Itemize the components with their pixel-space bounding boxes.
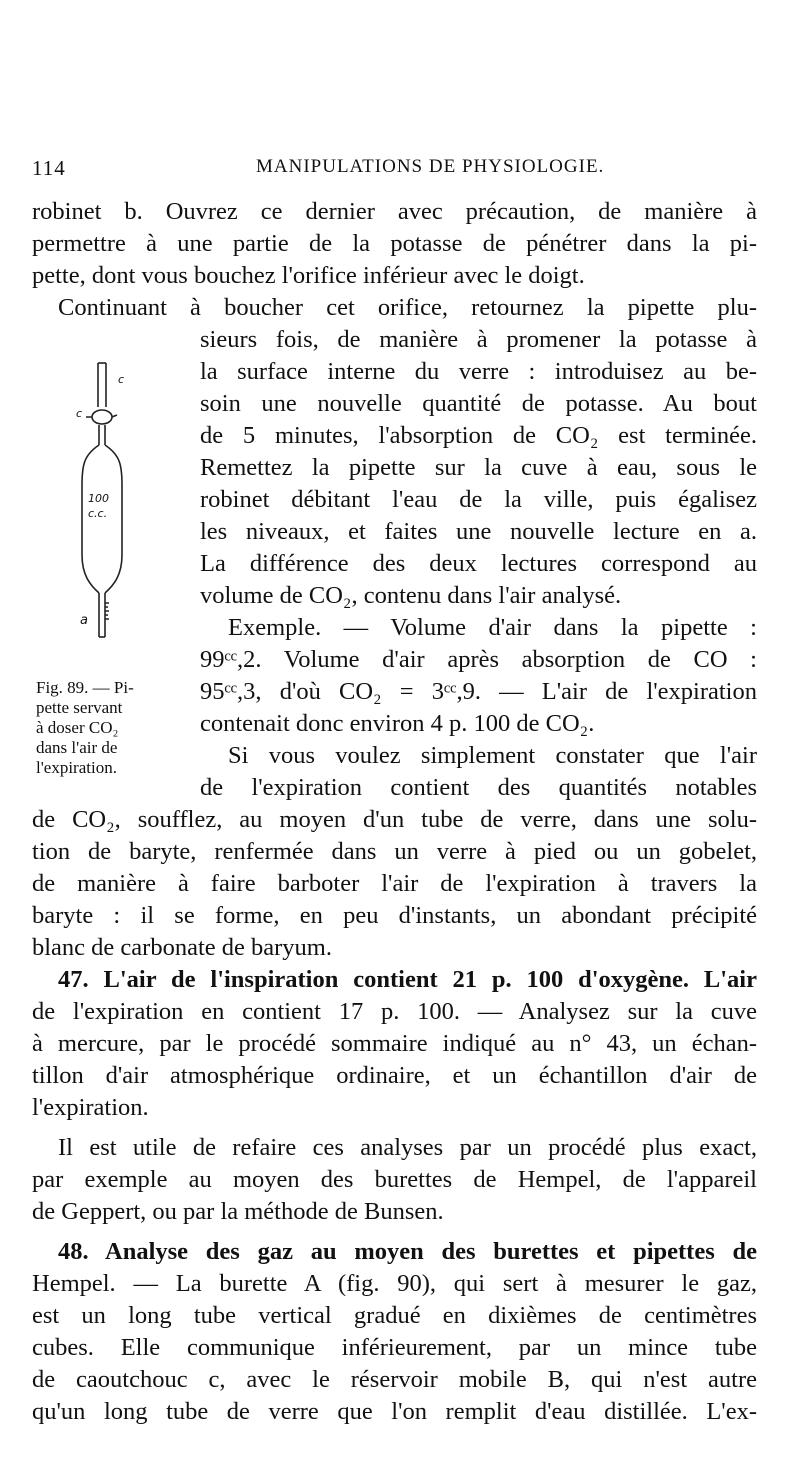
text-line: par exemple au moyen des burettes de Hempel, de l'appareil [32, 1166, 757, 1193]
text-line: baryte : il se forme, en peu d'instants, un abondant précipité [32, 902, 757, 929]
label-c-upper: c [118, 373, 125, 386]
caption-line: dans l'air de [36, 738, 118, 757]
text-line: sieurs fois, de manière à promener la potasse à [200, 326, 757, 353]
text-line: les niveaux, et faites une nouvelle lecture en a. [200, 518, 757, 545]
label-100: 100 [88, 492, 109, 505]
text-line: Remettez la pipette sur la cuve à eau, sous le [200, 454, 757, 481]
text-line: contenait donc environ 4 p. 100 de CO₂. [200, 710, 595, 737]
text-line: à mercure, par le procédé sommaire indiqué au n° 43, un échan- [32, 1030, 757, 1057]
caption-line: pette servant [36, 698, 123, 717]
text-line: 99ᶜᶜ,2. Volume d'air après absorption de CO : [200, 646, 757, 673]
text-line: volume de CO₂, contenu dans l'air analysé. [200, 582, 622, 609]
page-header [32, 156, 772, 186]
text-line: tillon d'air atmosphérique ordinaire, et un échantillon d'air de [32, 1062, 757, 1089]
text-line: de l'expiration contient des quantités notables [200, 774, 757, 801]
text-line: Si vous voulez simplement constater que l'air [228, 742, 757, 769]
text-line: Continuant à boucher cet orifice, retournez la pipette plu- [58, 294, 757, 321]
section-heading-48: 48. Analyse des gaz au moyen des burettes et pipettes de [58, 1238, 757, 1265]
text-line: l'expiration. [32, 1094, 149, 1121]
text-line: cubes. Elle communique inférieurement, par un mince tube [32, 1334, 757, 1361]
text-line: est un long tube vertical gradué en dixièmes de centimètres [32, 1302, 757, 1329]
text-line: soin une nouvelle quantité de potasse. Au bout [200, 390, 757, 417]
page-number: 114 [32, 156, 66, 180]
text-line: la surface interne du verre : introduisez au be- [200, 358, 757, 385]
text-line: Hempel. — La burette A (fig. 90), qui sert à mesurer le gaz, [32, 1270, 757, 1297]
text-line: Exemple. — Volume d'air dans la pipette : [228, 614, 757, 641]
text-line: de l'expiration en contient 17 p. 100. — Analysez sur la cuve [32, 998, 757, 1025]
text-line: de 5 minutes, l'absorption de CO₂ est terminée. [200, 422, 757, 449]
figure-pipette [70, 355, 130, 675]
label-c-side: c [76, 407, 83, 420]
text-line: qu'un long tube de verre que l'on remplit d'eau distillée. L'ex- [32, 1398, 757, 1425]
text-line: de manière à faire barboter l'air de l'expiration à travers la [32, 870, 757, 897]
text-line: blanc de carbonate de baryum. [32, 934, 332, 961]
text-line: tion de baryte, renfermée dans un verre à pied ou un gobelet, [32, 838, 757, 865]
caption-line: à doser CO₂ [36, 718, 119, 737]
text-line: permettre à une partie de la potasse de pénétrer dans la pi- [32, 230, 757, 257]
text-line: de Geppert, ou par la méthode de Bunsen. [32, 1198, 444, 1225]
text-line: robinet b. Ouvrez ce dernier avec précaution, de manière à [32, 198, 757, 225]
text-line: Il est utile de refaire ces analyses par un procédé plus exact, [58, 1134, 757, 1161]
caption-line: Fig. 89. — Pi- [36, 678, 134, 697]
section-heading-47: 47. L'air de l'inspiration contient 21 p. 100 d'oxygène. L'air [58, 966, 757, 993]
running-title: MANIPULATIONS DE PHYSIOLOGIE. [256, 156, 605, 177]
text-line: pette, dont vous bouchez l'orifice inférieur avec le doigt. [32, 262, 585, 289]
label-cc: c.c. [88, 507, 108, 520]
label-a: a [80, 613, 88, 628]
text-line: robinet débitant l'eau de la ville, puis égalisez [200, 486, 757, 513]
text-line: de CO₂, soufflez, au moyen d'un tube de verre, dans une solu- [32, 806, 757, 833]
caption-line: l'expiration. [36, 758, 117, 777]
text-line: de caoutchouc c, avec le réservoir mobile B, qui n'est autre [32, 1366, 757, 1393]
text-line: 95ᶜᶜ,3, d'où CO₂ = 3ᶜᶜ,9. — L'air de l'expiration [200, 678, 757, 705]
text-line: La différence des deux lectures correspond au [200, 550, 757, 577]
